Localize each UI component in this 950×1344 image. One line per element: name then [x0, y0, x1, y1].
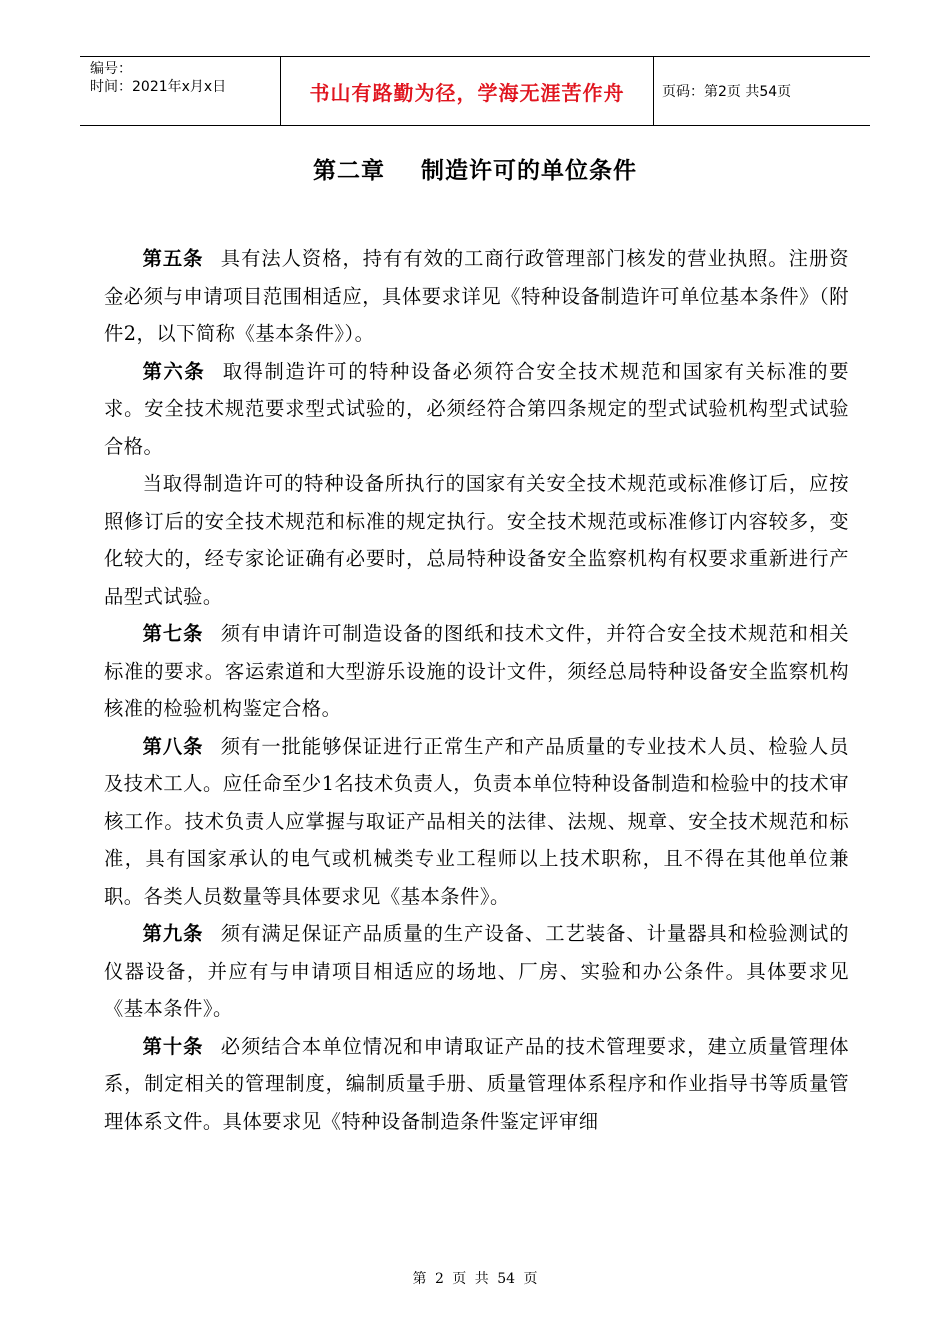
- chapter-title: 第二章 制造许可的单位条件: [312, 158, 638, 184]
- document-time-label: 时间：2021年x月x日: [90, 79, 227, 95]
- article-paragraph: [104, 240, 849, 353]
- article-number: 第七条: [142, 622, 204, 645]
- article-text: 须有一批能够保证进行正常生产和产品质量的专业技术人员、检验人员及技术工人。应任命至少1名技术负责人，负责本单位特种设备制造和检验中的技术审核工作。技术负责人应掌握与取证产品相关的法律、法规、规章、安全技术规范和标准，具有国家承认的电气或机械类专业工程师以上技术职称，且不得在其他单位兼职。各类人员数量等具体要求见《基本条件》。: [104, 734, 849, 908]
- header-page-info: 页码：第2页 共54页: [662, 84, 792, 100]
- article-paragraph: [104, 353, 849, 466]
- article-number: 第五条: [142, 247, 204, 270]
- article-paragraph: [104, 915, 849, 1028]
- article-text: 须有满足保证产品质量的生产设备、工艺装备、计量器具和检验测试的仪器设备，并应有与申请项目相适应的场地、厂房、实验和办公条件。具体要求见《基本条件》。: [104, 922, 849, 1020]
- article-paragraph: [104, 728, 849, 916]
- header-motto: 书山有路勤为径，学海无涯苦作舟: [309, 80, 625, 105]
- article-number: 第九条: [142, 922, 204, 945]
- article-number: 第八条: [142, 734, 204, 758]
- page-header: [80, 56, 870, 126]
- article-text: 取得制造许可的特种设备必须符合安全技术规范和国家有关标准的要求。安全技术规范要求型式试验的，必须经符合第四条规定的型式试验机构型式试验合格。: [104, 359, 850, 458]
- article-paragraph: [104, 465, 849, 615]
- document-number-label: 编号：: [90, 61, 132, 77]
- article-paragraph: [104, 615, 849, 728]
- article-text: 具有法人资格，持有有效的工商行政管理部门核发的营业执照。注册资金必须与申请项目范围相适应，具体要求详见《特种设备制造许可单位基本条件》（附件2，以下简称《基本条件》）。: [104, 247, 849, 345]
- header-motto-cell: [281, 57, 654, 125]
- article-text: 当取得制造许可的特种设备所执行的国家有关安全技术规范或标准修订后，应按照修订后的安全技术规范和标准的规定执行。安全技术规范或标准修订内容较多，变化较大的，经专家论证确有必要时，总局特种设备安全监察机构有权要求重新进行产品型式试验。: [104, 472, 849, 608]
- article-paragraph: [104, 1028, 849, 1141]
- document-body: [104, 240, 849, 1140]
- article-text: 须有申请许可制造设备的图纸和技术文件，并符合安全技术规范和相关标准的要求。客运索道和大型游乐设施的设计文件，须经总局特种设备安全监察机构核准的检验机构鉴定合格。: [104, 622, 849, 720]
- article-number: 第六条: [142, 359, 206, 383]
- header-meta: [80, 57, 281, 125]
- article-number: 第十条: [142, 1034, 204, 1058]
- article-text: 必须结合本单位情况和申请取证产品的技术管理要求，建立质量管理体系，制定相关的管理制度，编制质量手册、质量管理体系程序和作业指导书等质量管理体系文件。具体要求见《特种设备制造条件鉴定评审细: [104, 1034, 849, 1133]
- page-footer: 第 2 页 共 54 页: [412, 1271, 538, 1287]
